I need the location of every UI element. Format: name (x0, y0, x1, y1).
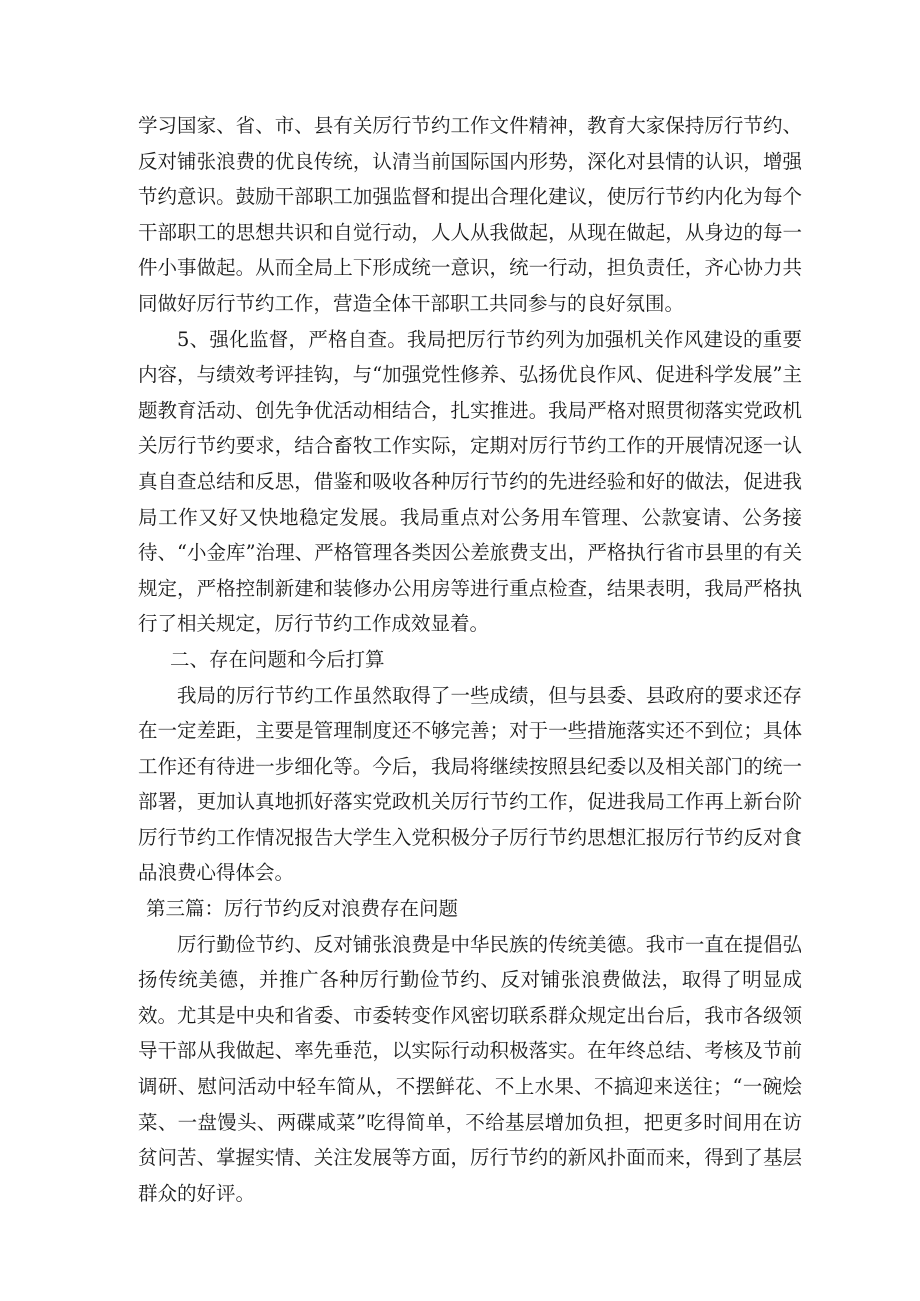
document-body (138, 108, 802, 1211)
paragraph-frugality-tradition: 厉行勤俭节约、反对铺张浪费是中华民族的传统美德。我市一直在提倡弘扬传统美德，并推广各种厉行勤俭节约、反对铺张浪费做法，取得了明显成效。尤其是中央和省委、市委转变作风密切联系群众规定出台后，我市各级领导干部从我做起、率先垂范，以实际行动积极落实。在年终总结、考核及节前调研、慰问活动中轻车简从，不摆鲜花、不上水果、不搞迎来送往；“一碗烩菜、一盘馒头、两碟咸菜”吃得简单，不给基层增加负担，把更多时间用在访贫问苦、掌握实情、关注发展等方面，厉行节约的新风扑面而来，得到了基层群众的好评。 (138, 932, 802, 1205)
chapter-title-part-three: 第三篇：厉行节约反对浪费存在问题 (146, 897, 459, 921)
section-heading-problems-and-plans: 二、存在问题和今后打算 (170, 647, 385, 671)
paragraph-existing-problems: 我局的厉行节约工作虽然取得了一些成绩，但与县委、县政府的要求还存在一定差距，主要是管理制度还不够完善；对于一些措施落实还不到位；具体工作还有待进一步细化等。今后，我局将继续按照县纪委以及相关部门的统一部署，更加认真地抓好落实党政机关厉行节约工作，促进我局工作再上新台阶厉行节约工作情况报告大学生入党积极分子厉行节约思想汇报厉行节约反对食品浪费心得体会。 (138, 683, 802, 885)
paragraph-study-spirit: 学习国家、省、市、县有关厉行节约工作文件精神，教育大家保持厉行节约、反对铺张浪费的优良传统，认清当前国际国内形势，深化对县情的认识，增强节约意识。鼓励干部职工加强监督和提出合理化建议，使厉行节约内化为每个干部职工的思想共识和自觉行动，人人从我做起，从现在做起，从身边的每一件小事做起。从而全局上下形成统一意识，统一行动，担负责任，齐心协力共同做好厉行节约工作，营造全体干部职工共同参与的良好氛围。 (138, 114, 802, 315)
paragraph-strengthen-supervision: 5、强化监督，严格自查。我局把厉行节约列为加强机关作风建设的重要内容，与绩效考评挂钩，与“加强党性修养、弘扬优良作风、促进科学发展”主题教育活动、创先争优活动相结合，扎实推进。我局严格对照贯彻落实党政机关厉行节约要求，结合畜牧工作实际，定期对厉行节约工作的开展情况逐一认真自查总结和反思，借鉴和吸收各种厉行节约的先进经验和好的做法，促进我局工作又好又快地稳定发展。我局重点对公务用车管理、公款宴请、公务接待、“小金库”治理、严格管理各类因公差旅费支出，严格执行省市县里的有关规定，严格控制新建和装修办公用房等进行重点检查，结果表明，我局严格执行了相关规定，厉行节约工作成效显着。 (138, 327, 802, 636)
